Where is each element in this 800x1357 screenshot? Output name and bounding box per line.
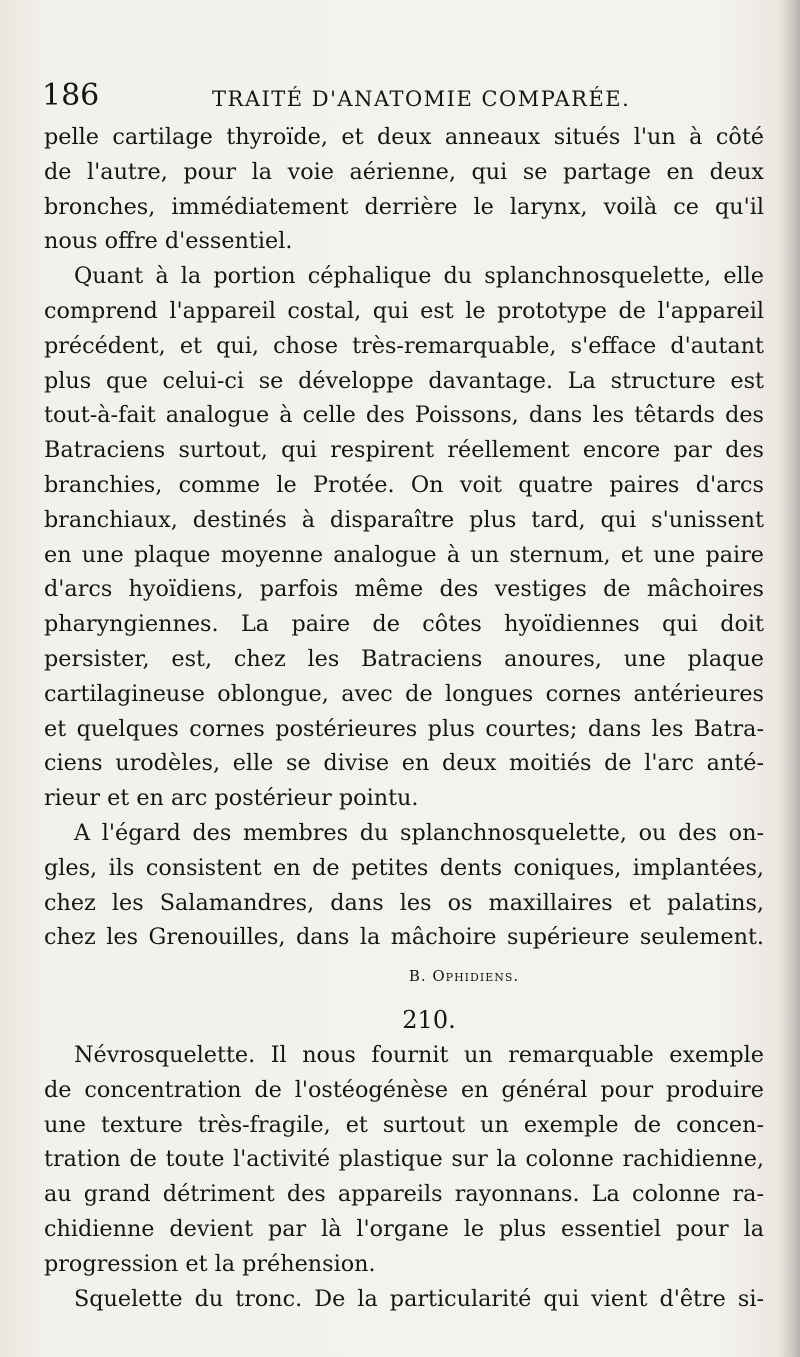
text-line: pelle cartilage thyroïde, et deux anneaux situés l'un à côté — [44, 124, 764, 150]
text-line: plus que celui-ci se développe davantage. La structure est — [44, 367, 764, 394]
text-line: chez les Salamandres, dans les os maxillaires et palatins, — [44, 889, 764, 916]
text-line: Batraciens surtout, qui respirent réellement encore par des — [44, 437, 764, 464]
text-line: tout-à-fait analogue à celle des Poissons, dans les têtards des — [44, 402, 764, 429]
text-line: cartilagineuse oblongue, avec de longues cornes antérieures — [44, 680, 764, 707]
text-line: et quelques cornes postérieures plus courtes; dans les Batra- — [44, 715, 764, 742]
text-line: en une plaque moyenne analogue à un sternum, et une paire — [44, 541, 764, 568]
text-line: Squelette du tronc. De la particularité qui vient d'être si- — [74, 1285, 764, 1312]
page-header — [42, 78, 762, 118]
body-text — [44, 120, 764, 1316]
running-head: TRAITÉ D'ANATOMIE COMPARÉE. — [212, 87, 631, 111]
paragraph-number: 210. — [402, 1005, 456, 1034]
text-line: précédent, et qui, chose très-remarquable, s'efface d'autant — [44, 332, 764, 359]
text-line: chez les Grenouilles, dans la mâchoire supérieure seulement. — [44, 924, 764, 951]
page-edge-shadow — [778, 0, 800, 1357]
text-line: persister, est, chez les Batraciens anoures, une plaque — [44, 645, 764, 672]
text-line: A l'égard des membres du splanchnosquelette, ou des on- — [74, 819, 764, 846]
text-line: nous offre d'essentiel. — [44, 228, 293, 255]
text-line: comprend l'appareil costal, qui est le prototype de l'appareil — [44, 297, 764, 324]
text-line: Quant à la portion céphalique du splanchnosquelette, elle — [74, 263, 764, 290]
text-line: de concentration de l'ostéogénèse en général pour produire — [44, 1076, 764, 1103]
page-number: 186 — [42, 78, 100, 113]
text-line: branchies, comme le Protée. On voit quatre paires d'arcs — [44, 471, 764, 498]
text-line: chidienne devient par là l'organe le plus essentiel pour la — [44, 1215, 764, 1242]
text-line: au grand détriment des appareils rayonnans. La colonne ra- — [44, 1181, 764, 1208]
text-line: de l'autre, pour la voie aérienne, qui se partage en deux — [44, 158, 764, 185]
text-line: pharyngiennes. La paire de côtes hyoïdiennes qui doit — [44, 611, 764, 638]
text-line: bronches, immédiatement derrière le larynx, voilà ce qu'il — [44, 193, 764, 220]
section-heading: B. Ophidiens. — [408, 967, 520, 986]
text-line: d'arcs hyoïdiens, parfois même des vestiges de mâchoires — [44, 576, 764, 603]
text-line: gles, ils consistent en de petites dents coniques, implantées, — [44, 854, 764, 881]
text-line: branchiaux, destinés à disparaître plus tard, qui s'unissent — [44, 506, 764, 533]
text-line: progression et la préhension. — [44, 1250, 376, 1277]
text-line: une texture très-fragile, et surtout un exemple de concen- — [44, 1111, 764, 1138]
text-line: Névrosquelette. Il nous fournit un remarquable exemple — [74, 1041, 764, 1068]
text-line: rieur et en arc postérieur pointu. — [44, 785, 419, 812]
text-line: tration de toute l'activité plastique sur la colonne rachidienne, — [44, 1146, 764, 1173]
text-line: ciens urodèles, elle se divise en deux moitiés de l'arc anté- — [44, 750, 764, 777]
